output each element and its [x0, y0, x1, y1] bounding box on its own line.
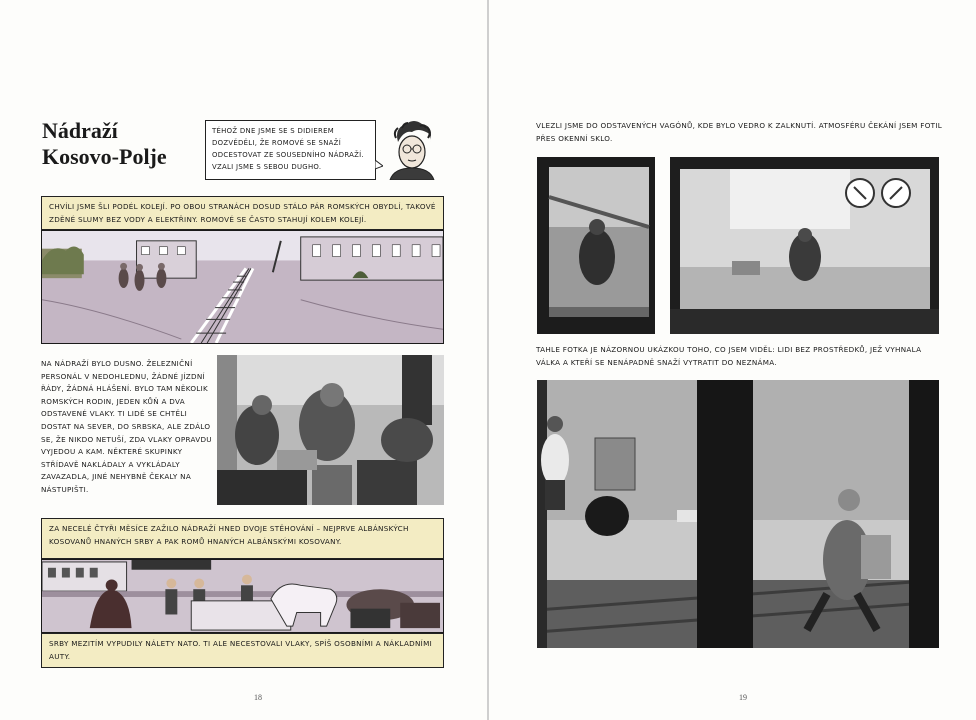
title-line-1: Nádraží — [42, 118, 118, 143]
caption-box-1: CHVÍLI JSME ŠLI PODÉL KOLEJÍ. PO OBOU STRANÁCH DOSUD STÁLO PÁR ROMSKÝCH OBYDLÍ, TAKOVÉ ZDĚNÉ SLUMY BEZ VODY A ELEKTŘINY. ROMOVÉ SE ČASTO STAHUJÍ KOLEM KOLEJÍ. — [41, 196, 444, 230]
page-number-right: 19 — [739, 693, 747, 702]
speech-bubble: TÉHOŽ DNE JSME SE S DIDIEREM DOZVĚDĚLI, ŽE ROMOVÉ SE SNAŽÍ ODCESTOVAT ZE SOUSEDNÍHO NÁDRAŽÍ. VZALI JSME S SEBOU DUGHO. — [205, 120, 376, 180]
title-line-2: Kosovo-Polje — [42, 144, 167, 169]
photo-window-left — [537, 157, 655, 334]
photo-platform — [537, 380, 939, 648]
right-page — [489, 0, 976, 720]
caption-box-4: SRBY MEZITÍM VYPUDILY NÁLETY NATO. TI ALE NECESTOVALI VLAKY, SPÍŠ OSOBNÍMI A NÁKLADNÍMI AUTY. — [41, 633, 444, 668]
page-title — [42, 118, 167, 170]
photo-window-right — [670, 157, 939, 334]
narrator-portrait — [380, 120, 444, 180]
comic-panel-railway — [41, 230, 444, 344]
caption-station: NA NÁDRAŽÍ BYLO DUSNO. ŽELEZNIČNÍ PERSONÁL V NEDOHLEDNU, ŽÁDNÉ JÍZDNÍ ŘÁDY, ŽÁDNÁ HLÁŠENÍ. BYLO TAM NĚKOLIK ROMSKÝCH RODIN, JEDEN KŮŇ A DVA ODSTAVENÉ VLAKY. TI LIDÉ SE CHTĚLI DOSTAT NA SEVER, DO SRBSKA, ALE ZDÁLO SE, ŽE NIKDO NETUŠÍ, ZDA VLAKY OPRAVDU VYJEDOU A KAM. NĚKTERÉ SKUPINKY STŘÍDAVĚ NAKLÁDALY A VYKLÁDALY ZAVAZADLA, JINÉ NEHYBNĚ ČEKALY NA NÁSTUPIŠTI. — [41, 359, 212, 494]
left-page — [0, 0, 487, 720]
caption-box-3: ZA NECELÉ ČTYŘI MĚSÍCE ZAŽILO NÁDRAŽÍ HNED DVOJE STĚHOVÁNÍ – NEJPRVE ALBÁNSKÝCH KOSOVANŮ HNANÝCH SRBY A PAK ROMŮ HNANÝCH ALBÁNSKÝMI KOSOVANY. — [41, 518, 444, 559]
photo-roma-families — [217, 355, 444, 505]
comic-panel-migration — [41, 559, 444, 633]
page-number-left: 18 — [254, 693, 262, 702]
caption-wagons: VLEZLI JSME DO ODSTAVENÝCH VAGÓNŮ, KDE BYLO VEDRO K ZALKNUTÍ. ATMOSFÉRU ČEKÁNÍ JSEM FOTIL PŘES OKENNÍ SKLO. — [536, 121, 943, 143]
caption-photo-explanation: TAHLE FOTKA JE NÁZORNOU UKÁZKOU TOHO, CO JSEM VIDĚL: LIDI BEZ PROSTŘEDKŮ, JEŽ VYHNALA VÁLKA A KTEŘÍ SE NENÁPADNĚ SNAŽÍ VYTRATIT DO NEZNÁMA. — [536, 345, 922, 367]
